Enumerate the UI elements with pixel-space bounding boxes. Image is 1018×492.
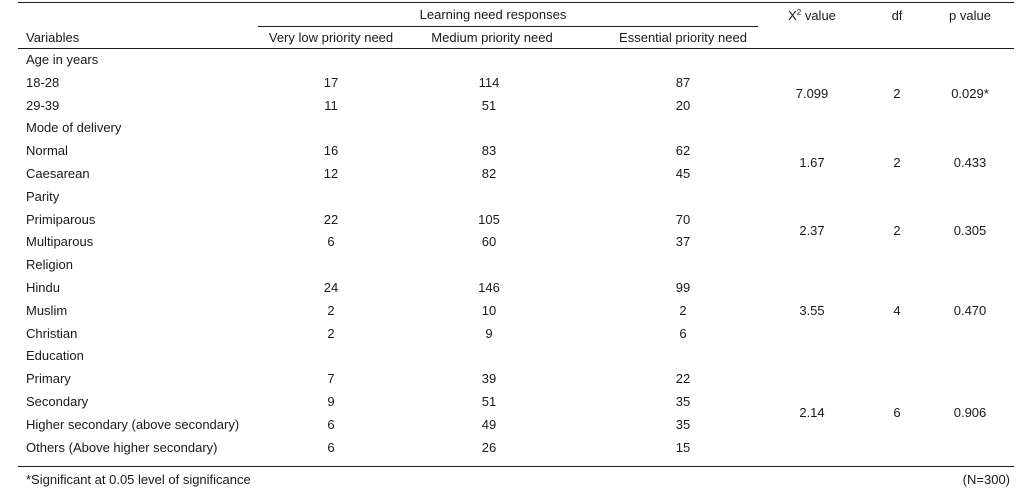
chi-square-value: 1.67 <box>799 154 825 170</box>
row-label: 18-28 <box>26 74 60 90</box>
row-label: Christian <box>26 325 78 341</box>
essential-count: 35 <box>675 394 691 409</box>
essential-count: 62 <box>675 143 691 159</box>
very-low-count: 11 <box>324 97 338 113</box>
header-essential: Essential priority need <box>619 30 747 45</box>
essential-count: 6 <box>679 325 687 341</box>
row-label: Hindu <box>26 280 60 295</box>
group-header-learning-need: Learning need responses <box>419 7 567 22</box>
essential-count: 35 <box>675 416 691 432</box>
chi-square-value: 3.55 <box>799 302 825 318</box>
bottom-rule <box>18 466 1014 467</box>
row-label: Others (Above higher secondary) <box>26 439 218 455</box>
medium-count: 105 <box>478 211 500 227</box>
very-low-count: 6 <box>327 234 335 250</box>
medium-count: 51 <box>481 97 497 113</box>
top-rule <box>18 2 1014 3</box>
medium-count: 10 <box>481 302 497 318</box>
p-value: 0.470 <box>953 302 987 318</box>
p-value: 0.433 <box>953 154 987 170</box>
p-value: 0.906 <box>953 405 987 421</box>
medium-count: 39 <box>481 371 497 387</box>
essential-count: 20 <box>675 97 691 113</box>
df-value: 2 <box>893 154 901 170</box>
group-label: Mode of delivery <box>26 120 122 136</box>
essential-count: 70 <box>675 211 691 227</box>
row-label: Normal <box>26 143 68 159</box>
header-p-value: p value <box>949 8 991 23</box>
very-low-count: 7 <box>327 371 335 387</box>
medium-count: 26 <box>481 439 497 455</box>
significance-footnote: *Significant at 0.05 level of significance <box>26 472 251 487</box>
very-low-count: 2 <box>327 302 335 318</box>
very-low-count: 22 <box>323 211 339 227</box>
chi-square-value: 2.14 <box>799 405 825 421</box>
row-label: Primary <box>26 371 71 387</box>
row-label: Muslim <box>26 302 68 318</box>
essential-count: 37 <box>675 234 691 250</box>
row-label: Caesarean <box>26 166 90 181</box>
essential-count: 87 <box>675 74 691 90</box>
df-value: 4 <box>893 302 901 318</box>
very-low-count: 24 <box>323 280 339 295</box>
chi-square-value: 7.099 <box>795 86 829 102</box>
df-value: 6 <box>893 405 901 421</box>
df-value: 2 <box>893 223 901 238</box>
header-bottom-rule <box>18 48 1014 49</box>
sample-size: (N=300) <box>962 472 1010 487</box>
group-label: Parity <box>26 188 60 204</box>
medium-count: 83 <box>481 143 497 159</box>
very-low-count: 17 <box>323 74 339 90</box>
row-label: 29-39 <box>26 97 60 113</box>
header-very-low: Very low priority need <box>268 30 394 45</box>
row-label: Multiparous <box>26 234 94 250</box>
essential-count: 22 <box>675 371 691 387</box>
df-value: 2 <box>893 86 901 102</box>
medium-count: 82 <box>481 166 497 181</box>
medium-count: 9 <box>485 325 493 341</box>
medium-count: 146 <box>478 280 500 295</box>
chi-square-value: 2.37 <box>799 223 825 238</box>
essential-count: 99 <box>675 280 691 295</box>
row-label: Higher secondary (above secondary) <box>26 416 240 432</box>
medium-count: 60 <box>481 234 497 250</box>
medium-count: 51 <box>481 394 497 409</box>
group-label: Education <box>26 348 84 364</box>
medium-count: 49 <box>481 416 497 432</box>
medium-count: 114 <box>478 74 500 90</box>
header-variables: Variables <box>26 30 80 45</box>
header-chi-square: $X^2$ value <box>788 8 836 23</box>
p-value: 0.305 <box>953 223 987 238</box>
group-label: Religion <box>26 257 73 273</box>
essential-count: 2 <box>679 302 687 318</box>
header-df: df <box>891 8 903 23</box>
p-value: 0.029* <box>951 86 989 102</box>
essential-count: 15 <box>675 439 691 455</box>
very-low-count: 12 <box>323 166 339 181</box>
very-low-count: 2 <box>327 325 335 341</box>
group-label: Age in years <box>26 52 99 67</box>
very-low-count: 16 <box>323 143 339 159</box>
essential-count: 45 <box>675 166 691 181</box>
very-low-count: 6 <box>327 439 335 455</box>
row-label: Secondary <box>26 394 89 409</box>
group-header-underline <box>258 26 758 27</box>
very-low-count: 6 <box>327 416 335 432</box>
row-label: Primiparous <box>26 211 96 227</box>
header-medium: Medium priority need <box>431 30 553 45</box>
very-low-count: 9 <box>327 394 335 409</box>
